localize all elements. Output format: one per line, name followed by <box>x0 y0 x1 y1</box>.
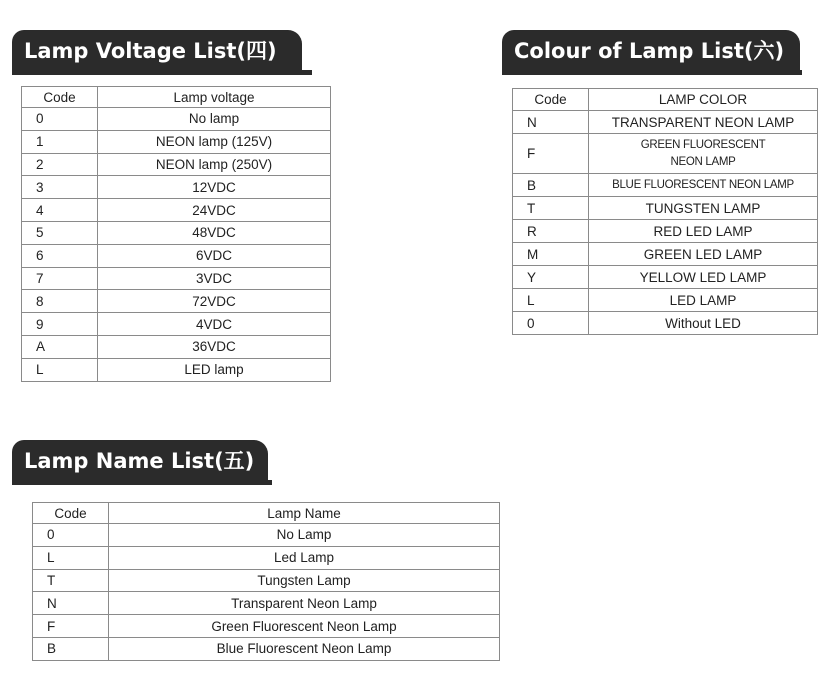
code-cell: 0 <box>513 312 589 335</box>
value-cell: Blue Fluorescent Neon Lamp <box>109 637 500 660</box>
value-cell: GREEN FLUORESCENT NEON LAMP <box>589 134 818 174</box>
table-row <box>22 108 331 131</box>
code-cell: R <box>513 220 589 243</box>
value-cell: 3VDC <box>98 267 331 290</box>
code-cell: 0 <box>33 524 109 547</box>
code-cell: M <box>513 243 589 266</box>
table-row <box>22 290 331 313</box>
table-row <box>22 199 331 222</box>
table-row <box>513 174 818 197</box>
code-cell: Y <box>513 266 589 289</box>
table-row <box>22 244 331 267</box>
value-cell: 4VDC <box>98 313 331 336</box>
voltage-header-code: Code <box>22 87 98 108</box>
table-row <box>33 569 500 592</box>
name-table <box>32 502 500 661</box>
value-cell: NEON lamp (125V) <box>98 130 331 153</box>
table-row <box>513 289 818 312</box>
voltage-title-underline <box>12 70 312 75</box>
value-cell: Tungsten Lamp <box>109 569 500 592</box>
value-cell: Led Lamp <box>109 546 500 569</box>
code-cell: L <box>22 358 98 381</box>
code-cell: 4 <box>22 199 98 222</box>
code-cell: 0 <box>22 108 98 131</box>
code-cell: 6 <box>22 244 98 267</box>
voltage-list-title: Lamp Voltage List(四) <box>12 30 302 72</box>
code-cell: A <box>22 335 98 358</box>
value-cell: TRANSPARENT NEON LAMP <box>589 111 818 134</box>
table-row <box>33 524 500 547</box>
value-cell: 24VDC <box>98 199 331 222</box>
value-cell: 48VDC <box>98 221 331 244</box>
voltage-table <box>21 86 331 382</box>
name-header-code: Code <box>33 503 109 524</box>
value-cell: No lamp <box>98 108 331 131</box>
colour-list-title: Colour of Lamp List(六) <box>502 30 800 72</box>
table-row <box>22 176 331 199</box>
value-cell: BLUE FLUORESCENT NEON LAMP <box>589 174 818 197</box>
value-cell: YELLOW LED LAMP <box>589 266 818 289</box>
code-cell: N <box>33 592 109 615</box>
table-row <box>33 592 500 615</box>
code-cell: B <box>33 637 109 660</box>
code-cell: 1 <box>22 130 98 153</box>
colour-title-underline <box>502 70 802 75</box>
code-cell: B <box>513 174 589 197</box>
table-row <box>513 266 818 289</box>
table-row <box>22 221 331 244</box>
table-row <box>33 615 500 638</box>
code-cell: 3 <box>22 176 98 199</box>
code-cell: F <box>513 134 589 174</box>
value-cell: Green Fluorescent Neon Lamp <box>109 615 500 638</box>
name-title-underline <box>12 480 272 485</box>
code-cell: L <box>33 546 109 569</box>
table-row <box>33 546 500 569</box>
code-cell: 2 <box>22 153 98 176</box>
code-cell: 5 <box>22 221 98 244</box>
code-cell: T <box>513 197 589 220</box>
value-cell: 72VDC <box>98 290 331 313</box>
table-row <box>22 267 331 290</box>
table-row <box>22 313 331 336</box>
name-list-title: Lamp Name List(五) <box>12 440 268 482</box>
value-cell: TUNGSTEN LAMP <box>589 197 818 220</box>
colour-table <box>512 88 818 335</box>
table-row <box>513 243 818 266</box>
value-cell: Without LED <box>589 312 818 335</box>
name-header-value: Lamp Name <box>109 503 500 524</box>
code-cell: 9 <box>22 313 98 336</box>
table-row <box>22 335 331 358</box>
code-cell: F <box>33 615 109 638</box>
value-cell: RED LED LAMP <box>589 220 818 243</box>
value-cell: GREEN LED LAMP <box>589 243 818 266</box>
table-row <box>33 637 500 660</box>
code-cell: N <box>513 111 589 134</box>
value-cell: Transparent Neon Lamp <box>109 592 500 615</box>
table-row <box>513 312 818 335</box>
table-row <box>513 197 818 220</box>
code-cell: L <box>513 289 589 312</box>
table-row <box>22 358 331 381</box>
value-cell: No Lamp <box>109 524 500 547</box>
table-row <box>22 130 331 153</box>
code-cell: 8 <box>22 290 98 313</box>
value-cell: 12VDC <box>98 176 331 199</box>
code-cell: T <box>33 569 109 592</box>
value-cell: 6VDC <box>98 244 331 267</box>
value-cell: NEON lamp (250V) <box>98 153 331 176</box>
value-cell: 36VDC <box>98 335 331 358</box>
value-cell: LED LAMP <box>589 289 818 312</box>
table-row <box>513 111 818 134</box>
table-row <box>513 134 818 174</box>
code-cell: 7 <box>22 267 98 290</box>
value-cell: LED lamp <box>98 358 331 381</box>
colour-header-value: LAMP COLOR <box>589 89 818 111</box>
colour-header-code: Code <box>513 89 589 111</box>
voltage-header-value: Lamp voltage <box>98 87 331 108</box>
table-row <box>513 220 818 243</box>
table-row <box>22 153 331 176</box>
